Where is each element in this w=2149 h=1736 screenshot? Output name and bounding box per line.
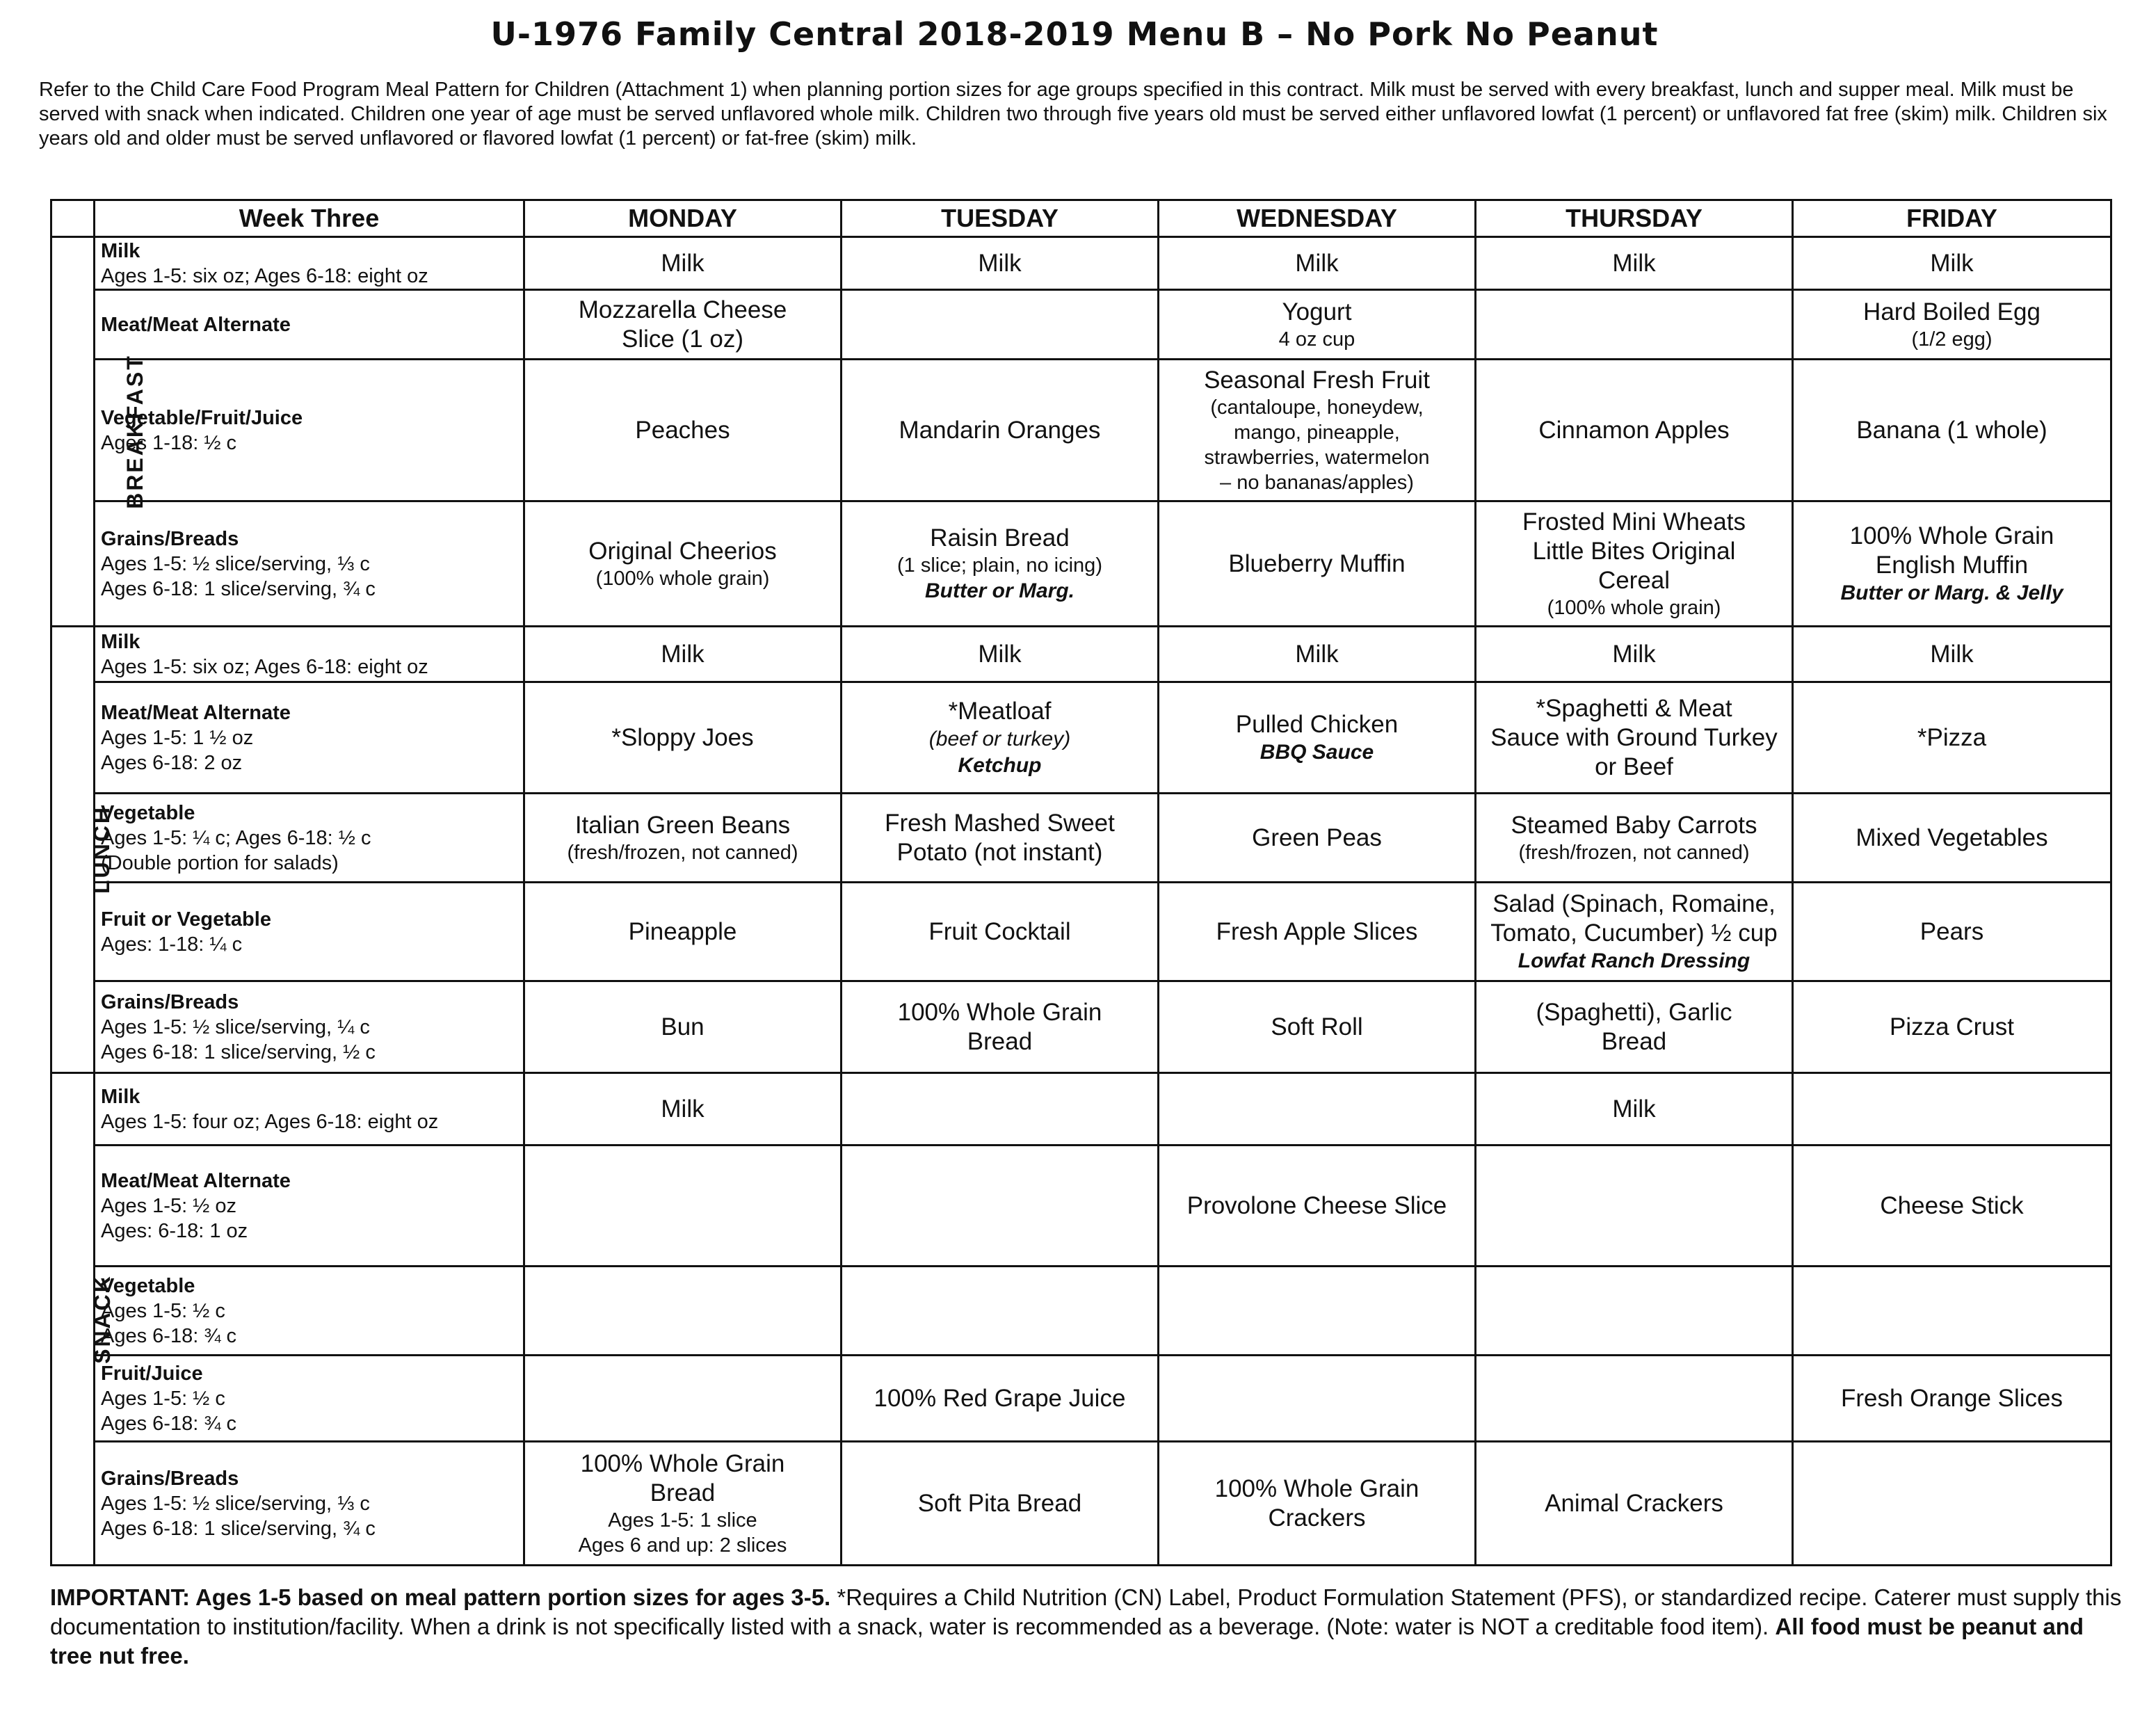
menu-cell (1159, 290, 1476, 360)
menu-item-text: – no bananas/apples) (1220, 471, 1414, 494)
menu-cell (524, 1073, 842, 1146)
component-cell (95, 1146, 524, 1267)
menu-cell (842, 360, 1159, 501)
component-name: Vegetable (101, 1274, 195, 1297)
menu-item-text: Ages 6 and up: 2 slices (578, 1534, 787, 1557)
component-name: Meat/Meat Alternate (101, 1169, 291, 1192)
component-name: Grains/Breads (101, 1467, 239, 1490)
menu-item-text: Bread (650, 1479, 716, 1506)
component-cell (95, 981, 524, 1073)
menu-cell (842, 794, 1159, 883)
menu-item-text: Milk (1930, 640, 1974, 668)
component-portion: Ages 6-18: 1 slice/serving, ¾ c (101, 1517, 376, 1540)
menu-item-text: Soft Roll (1271, 1013, 1363, 1040)
menu-item-text: Raisin Bread (930, 524, 1070, 552)
important-tail: All food must be peanut and tree nut free. (50, 1614, 2084, 1669)
component-name: Meat/Meat Alternate (101, 701, 291, 724)
menu-item-text: Ages 1-5: 1 slice (608, 1509, 757, 1532)
menu-item-text: (1/2 egg) (1911, 328, 1993, 351)
menu-cell (1793, 290, 2111, 360)
menu-cell (524, 1267, 842, 1356)
menu-cell (1159, 360, 1476, 501)
menu-cell (1793, 360, 2111, 501)
component-cell (95, 1356, 524, 1442)
menu-cell (1793, 501, 2111, 627)
menu-cell (842, 981, 1159, 1073)
menu-cell (1476, 682, 1793, 794)
menu-item-text: Milk (1612, 640, 1656, 668)
day-header: TUESDAY (842, 200, 1159, 237)
menu-cell (524, 682, 842, 794)
menu-cell (1476, 981, 1793, 1073)
breakfast-row-milk (51, 237, 2111, 290)
menu-item-text: Milk (1295, 640, 1339, 668)
component-portion: Ages 6-18: ¾ c (101, 1412, 237, 1435)
important-note (50, 1583, 2123, 1671)
component-name: Milk (101, 630, 140, 653)
menu-item-text: Cereal (1597, 566, 1671, 594)
menu-cell (1476, 1073, 1793, 1146)
menu-cell (1793, 627, 2111, 682)
component-cell (95, 1267, 524, 1356)
component-cell (95, 237, 524, 290)
menu-cell (524, 501, 842, 627)
menu-item-text: Milk (1295, 249, 1339, 277)
menu-item-text: or Beef (1595, 753, 1673, 780)
menu-cell (842, 883, 1159, 981)
menu-cell (1476, 883, 1793, 981)
menu-cell (1476, 1267, 1793, 1356)
lunch-row-fruit (51, 883, 2111, 981)
component-portion: Ages 1-5: six oz; Ages 6-18: eight oz (101, 264, 428, 287)
menu-item-text: Seasonal Fresh Fruit (1204, 366, 1430, 394)
menu-cell (1793, 1146, 2111, 1267)
menu-item-text: Milk (661, 249, 705, 277)
menu-item-text: Bread (1601, 1027, 1667, 1055)
component-cell (95, 1073, 524, 1146)
menu-item-text: Ketchup (958, 753, 1042, 777)
menu-item-text: (fresh/frozen, not canned) (567, 841, 798, 864)
menu-item-text: Provolone Cheese Slice (1186, 1191, 1447, 1219)
component-portion: Ages: 1-18: ¼ c (101, 933, 243, 956)
menu-cell (842, 1146, 1159, 1267)
menu-item-text: strawberries, watermelon (1204, 446, 1430, 469)
component-cell (95, 1442, 524, 1566)
menu-cell (1476, 237, 1793, 290)
intro-paragraph: Refer to the Child Care Food Program Meal Pattern for Children (Attachment 1) when planning portion sizes for age groups specified in this contract. Milk must be served with every breakfast, lunch and supper meal. Milk must be served with snack when indicated. Children one year of age must be served unflavored whole milk. Children two through five years old must be served either unflavored lowfat (1 percent) or unflavored fat free (skim) milk. Children six years old and older must be served unflavored or flavored lowfat (1 percent) or fat-free (skim) milk. (39, 79, 2107, 150)
menu-item-text: Slice (1 oz) (621, 325, 744, 353)
menu-item-text: Banana (1 whole) (1856, 416, 2047, 444)
menu-item-text: (1 slice; plain, no icing) (897, 554, 1102, 577)
menu-item-text: Bun (661, 1013, 705, 1040)
snack-row-meat (51, 1146, 2111, 1267)
component-portion: Ages 1-5: six oz; Ages 6-18: eight oz (101, 655, 428, 678)
menu-cell (1159, 981, 1476, 1073)
week-header: Week Three (95, 200, 524, 237)
menu-item-text: Fresh Mashed Sweet (885, 809, 1115, 837)
menu-cell (1159, 682, 1476, 794)
component-portion: Ages 6-18: 1 slice/serving, ½ c (101, 1040, 376, 1063)
menu-item-text: Hard Boiled Egg (1863, 298, 2041, 326)
menu-item-text: Peaches (635, 416, 730, 444)
menu-cell (842, 627, 1159, 682)
menu-item-text: Milk (1930, 249, 1974, 277)
menu-item-text: Fresh Orange Slices (1840, 1384, 2063, 1412)
menu-item-text: Steamed Baby Carrots (1511, 811, 1757, 839)
day-header: MONDAY (524, 200, 842, 237)
menu-item-text: Pears (1919, 917, 1984, 945)
component-portion: (Double portion for salads) (101, 851, 339, 874)
menu-item-text: Tomato, Cucumber) ½ cup (1490, 919, 1778, 947)
menu-item-text: Cinnamon Apples (1538, 416, 1730, 444)
menu-cell (524, 360, 842, 501)
component-portion: Ages 1-18: ½ c (101, 431, 237, 454)
menu-cell (1476, 627, 1793, 682)
menu-item-text: Pulled Chicken (1235, 710, 1399, 738)
menu-cell (1476, 360, 1793, 501)
menu-cell (842, 1442, 1159, 1566)
lunch-row-grains (51, 981, 2111, 1073)
component-name: Fruit/Juice (101, 1362, 203, 1385)
menu-cell (842, 1356, 1159, 1442)
menu-item-text: *Pizza (1917, 723, 1987, 751)
menu-item-text: Frosted Mini Wheats (1522, 508, 1746, 536)
lunch-label-cell (51, 627, 114, 1073)
menu-item-text: 100% Whole Grain (1849, 522, 2054, 549)
menu-item-text: Sauce with Ground Turkey (1490, 723, 1778, 751)
menu-cell (1476, 1442, 1793, 1566)
snack-row-veg (51, 1267, 2111, 1356)
menu-cell (1793, 1356, 2111, 1442)
menu-item-text: (fresh/frozen, not canned) (1518, 841, 1750, 864)
menu-cell (524, 981, 842, 1073)
menu-cell (524, 1356, 842, 1442)
menu-item-text: Butter or Marg. (924, 579, 1074, 602)
menu-item-text: 100% Whole Grain (897, 998, 1102, 1026)
component-name: Vegetable (101, 801, 195, 824)
menu-item-text: Lowfat Ranch Dressing (1518, 949, 1750, 972)
menu-item-text: Green Peas (1252, 823, 1382, 851)
component-portion: Ages 1-5: four oz; Ages 6-18: eight oz (101, 1110, 439, 1133)
menu-item-text: Animal Crackers (1545, 1489, 1723, 1517)
component-name: Milk (101, 1085, 140, 1108)
component-cell (95, 794, 524, 883)
menu-item-text: *Sloppy Joes (611, 723, 754, 751)
menu-item-text: Fresh Apple Slices (1216, 917, 1418, 945)
corner-cell (51, 200, 95, 237)
component-portion: Ages 1-5: ½ c (101, 1387, 225, 1410)
menu-cell (524, 290, 842, 360)
menu-cell (524, 1442, 842, 1566)
menu-item-text: Milk (1612, 1095, 1656, 1123)
snack-row-grains (51, 1442, 2111, 1566)
menu-cell (524, 794, 842, 883)
menu-cell (1793, 1442, 2111, 1566)
snack-label: SNACK (89, 1274, 115, 1364)
menu-item-text: Bread (967, 1027, 1033, 1055)
day-header: WEDNESDAY (1159, 200, 1476, 237)
menu-item-text: mango, pineapple, (1234, 421, 1400, 444)
component-portion: Ages 1-5: ½ slice/serving, ⅓ c (101, 552, 370, 575)
component-portion: Ages 6-18: 1 slice/serving, ¾ c (101, 577, 376, 600)
component-name: Meat/Meat Alternate (101, 313, 291, 336)
menu-item-text: Milk (661, 640, 705, 668)
component-portion: Ages 1-5: ½ slice/serving, ¼ c (101, 1015, 370, 1038)
snack-row-fruit (51, 1356, 2111, 1442)
menu-item-text: (100% whole grain) (595, 567, 770, 590)
menu-item-text: Pizza Crust (1890, 1013, 2014, 1040)
menu-item-text: Pineapple (628, 917, 737, 945)
menu-cell (1476, 794, 1793, 883)
lunch-label: LUNCH (88, 805, 114, 894)
component-portion: Ages 1-5: ½ oz (101, 1194, 237, 1217)
component-portion: Ages 6-18: ¾ c (101, 1324, 237, 1347)
menu-item-text: BBQ Sauce (1259, 740, 1374, 764)
header-row (51, 200, 2111, 237)
menu-cell (524, 237, 842, 290)
menu-item-text: *Meatloaf (948, 697, 1052, 725)
component-portion: Ages 1-5: ½ c (101, 1299, 225, 1322)
menu-cell (1793, 794, 2111, 883)
lunch-row-veg (51, 794, 2111, 883)
menu-cell (1793, 1267, 2111, 1356)
component-cell (95, 682, 524, 794)
component-portion: Ages 1-5: ½ slice/serving, ⅓ c (101, 1492, 370, 1515)
menu-cell (524, 883, 842, 981)
menu-cell (1159, 794, 1476, 883)
menu-cell (842, 290, 1159, 360)
menu-cell (842, 682, 1159, 794)
menu-item-text: (beef or turkey) (928, 727, 1071, 750)
menu-cell (842, 1073, 1159, 1146)
component-name: Grains/Breads (101, 527, 239, 550)
menu-item-text: Original Cheerios (588, 537, 777, 565)
menu-item-text: Blueberry Muffin (1228, 549, 1406, 577)
menu-cell (1793, 1073, 2111, 1146)
breakfast-row-veg (51, 360, 2111, 501)
lunch-row-milk (51, 627, 2111, 682)
menu-cell (524, 1146, 842, 1267)
menu-cell (1159, 1146, 1476, 1267)
component-name: Vegetable/Fruit/Juice (101, 406, 303, 429)
menu-cell (1476, 1356, 1793, 1442)
menu-item-text: English Muffin (1875, 551, 2029, 579)
component-cell (95, 360, 524, 501)
menu-item-text: (100% whole grain) (1547, 596, 1721, 619)
component-portion: Ages 1-5: 1 ½ oz (101, 726, 254, 749)
menu-item-text: Italian Green Beans (574, 811, 791, 839)
menu-cell (524, 627, 842, 682)
menu-table (50, 199, 2112, 1566)
menu-cell (1793, 682, 2111, 794)
snack-row-milk (51, 1073, 2111, 1146)
menu-item-text: Butter or Marg. & Jelly (1840, 581, 2063, 604)
menu-item-text: *Spaghetti & Meat (1536, 694, 1732, 722)
menu-item-text: Little Bites Original (1532, 537, 1736, 565)
day-header: THURSDAY (1476, 200, 1793, 237)
menu-cell (1793, 237, 2111, 290)
menu-item-text: 100% Whole Grain (580, 1449, 785, 1477)
menu-item-text: Milk (1612, 249, 1656, 277)
important-body: *Requires a Child Nutrition (CN) Label, Product Formulation Statement (PFS), or standardized recipe. Caterer must supply this documentation to institution/facility. When a drink is not specifically listed with a snack, water is recommended as a beverage. (Note: water is NOT a creditable food item). (50, 1584, 2122, 1639)
menu-cell (1159, 1267, 1476, 1356)
menu-cell (1476, 1146, 1793, 1267)
component-name: Fruit or Vegetable (101, 908, 271, 931)
menu-item-text: Milk (978, 249, 1022, 277)
menu-item-text: (cantaloupe, honeydew, (1210, 396, 1424, 419)
menu-item-text: Potato (not instant) (896, 838, 1103, 866)
component-cell (95, 627, 524, 682)
menu-cell (1793, 981, 2111, 1073)
component-name: Grains/Breads (101, 990, 239, 1013)
day-header: FRIDAY (1793, 200, 2111, 237)
menu-cell (1159, 501, 1476, 627)
breakfast-row-grains (51, 501, 2111, 627)
component-portion: Ages 1-5: ¼ c; Ages 6-18: ½ c (101, 826, 371, 849)
lunch-row-meat (51, 682, 2111, 794)
menu-item-text: Mixed Vegetables (1856, 823, 2048, 851)
menu-cell (842, 501, 1159, 627)
menu-item-text: 100% Whole Grain (1214, 1474, 1419, 1502)
menu-cell (1159, 883, 1476, 981)
component-cell (95, 883, 524, 981)
menu-item-text: Fruit Cocktail (928, 917, 1071, 945)
menu-item-text: Crackers (1268, 1504, 1366, 1532)
breakfast-row-meat (51, 290, 2111, 360)
menu-item-text: Soft Pita Bread (917, 1489, 1082, 1517)
menu-cell (1159, 237, 1476, 290)
component-name: Milk (101, 239, 140, 262)
component-cell (95, 290, 524, 360)
menu-item-text: 4 oz cup (1278, 328, 1355, 351)
menu-cell (1793, 883, 2111, 981)
page-title: U-1976 Family Central 2018-2019 Menu B – No Pork No Peanut (490, 15, 1659, 53)
component-portion: Ages 6-18: 2 oz (101, 751, 243, 774)
menu-cell (1159, 1442, 1476, 1566)
menu-cell (1476, 501, 1793, 627)
snack-label-cell (51, 1073, 115, 1566)
component-portion: Ages: 6-18: 1 oz (101, 1219, 248, 1242)
menu-item-text: Milk (661, 1095, 705, 1123)
menu-item-text: Milk (978, 640, 1022, 668)
menu-item-text: Cheese Stick (1880, 1191, 2024, 1219)
menu-item-text: Mozzarella Cheese (578, 296, 787, 323)
menu-cell (842, 1267, 1159, 1356)
menu-item-text: (Spaghetti), Garlic (1536, 998, 1732, 1026)
breakfast-label: BREAKFAST (122, 354, 147, 509)
menu-cell (842, 237, 1159, 290)
important-lead: IMPORTANT: Ages 1-5 based on meal pattern portion sizes for ages 3-5. (50, 1584, 831, 1610)
menu-item-text: 100% Red Grape Juice (874, 1384, 1126, 1412)
menu-cell (1159, 1073, 1476, 1146)
menu-item-text: Mandarin Oranges (899, 416, 1101, 444)
menu-cell (1159, 1356, 1476, 1442)
menu-cell (1159, 627, 1476, 682)
menu-cell (1476, 290, 1793, 360)
menu-item-text: Salad (Spinach, Romaine, (1492, 890, 1776, 917)
menu-item-text: Yogurt (1282, 298, 1352, 326)
component-cell (95, 501, 524, 627)
